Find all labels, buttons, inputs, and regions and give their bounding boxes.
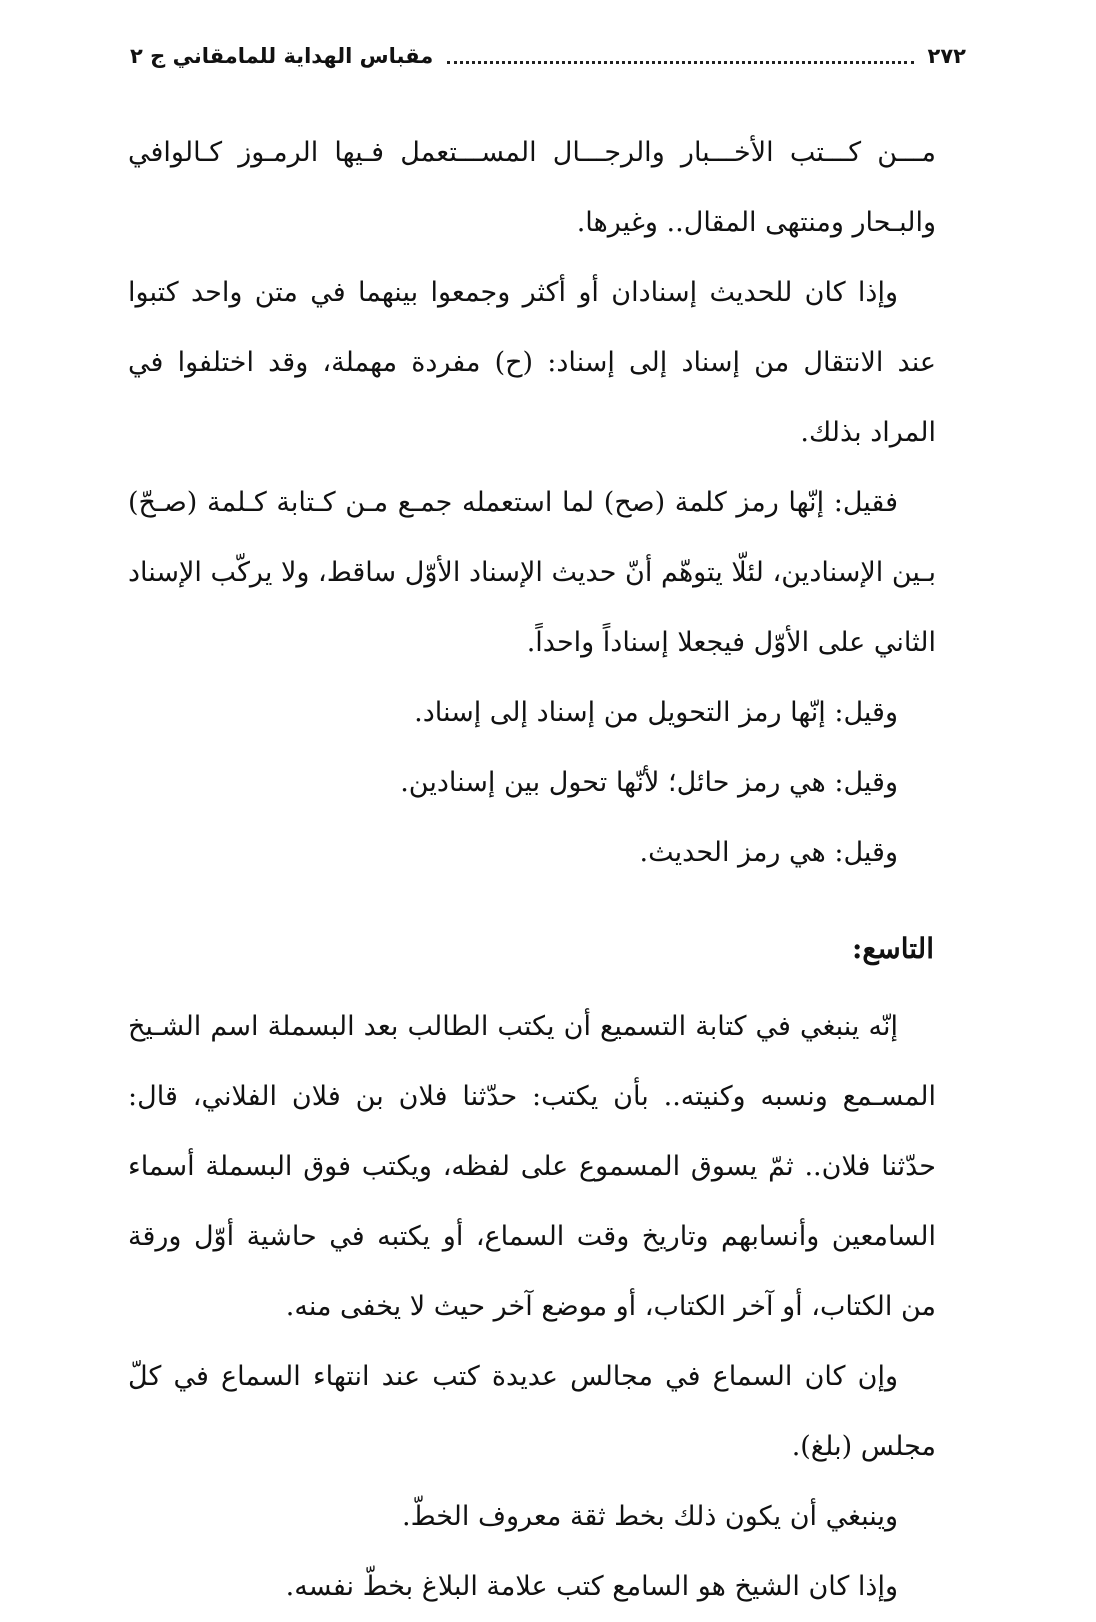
page-body xyxy=(128,118,936,1622)
paragraph-first-opinion: فقيل: إنّها رمز كلمة (صح) لما استعمله جمـع مـن كـتابة كـلمة (صـحّ) بـين الإسنادين، لئلّا يتوهّم أنّ حديث الإسناد الأوّل ساقط، ولا يركّب الإسناد الثاني على الأوّل فيجعلا إسناداً واحداً. xyxy=(128,487,936,658)
paragraph-thiqa: وينبغي أن يكون ذلك بخط ثقة معروف الخطّ. xyxy=(402,1501,898,1532)
paragraph-fourth-opinion: وقيل: هي رمز الحديث. xyxy=(639,837,898,868)
paragraph-second-opinion: وقيل: إنّها رمز التحويل من إسناد إلى إسناد. xyxy=(414,697,898,728)
paragraph-tasmi: إنّه ينبغي في كتابة التسميع أن يكتب الطالب بعد البسملة اسم الشـيخ المسـمع ونسبه وكنيته.. بأن يكتب: حدّثنا فلان بن فلان الفلاني، قال: حدّثنا فلان.. ثمّ يسوق المسموع على لفظه، ويكتب فوق البسملة أسماء السامعين وأنسابهم وتاريخ وقت السماع، أو يكتبه في حاشية أوّل ورقة من الكتاب، أو آخر الكتاب، أو موضع آخر حيث لا يخفى منه. xyxy=(128,1011,936,1322)
paragraph-majalis: وإن كان السماع في مجالس عديدة كتب عند انتهاء السماع في كلّ مجلس (بلغ). xyxy=(128,1361,936,1462)
section-heading: التاسع: xyxy=(852,932,934,965)
paragraph-third-opinion: وقيل: هي رمز حائل؛ لأنّها تحول بين إسنادين. xyxy=(400,767,898,798)
paragraph-shaykh: وإذا كان الشيخ هو السامع كتب علامة البلاغ بخطّ نفسه. xyxy=(285,1571,898,1602)
page-header xyxy=(130,36,966,76)
paragraph-isnad: وإذا كان للحديث إسنادان أو أكثر وجمعوا بينهما في متن واحد كتبوا عند الانتقال من إسناد إلى إسناد: (ح) مفردة مهملة، وقد اختلفوا في المراد بذلك. xyxy=(128,277,936,448)
page-number: ٢٧٢ xyxy=(927,44,966,68)
dotted-leader xyxy=(447,61,913,64)
paragraph-continuation: مـــن كـــتب الأخـــبار والرجـــال المســـتعمل فـيها الرمـوز كـالوافي والبـحار ومنتهى المقال.. وغيرها. xyxy=(128,137,936,238)
running-title: مقباس الهداية للمامقاني ج ٢ xyxy=(130,44,434,68)
